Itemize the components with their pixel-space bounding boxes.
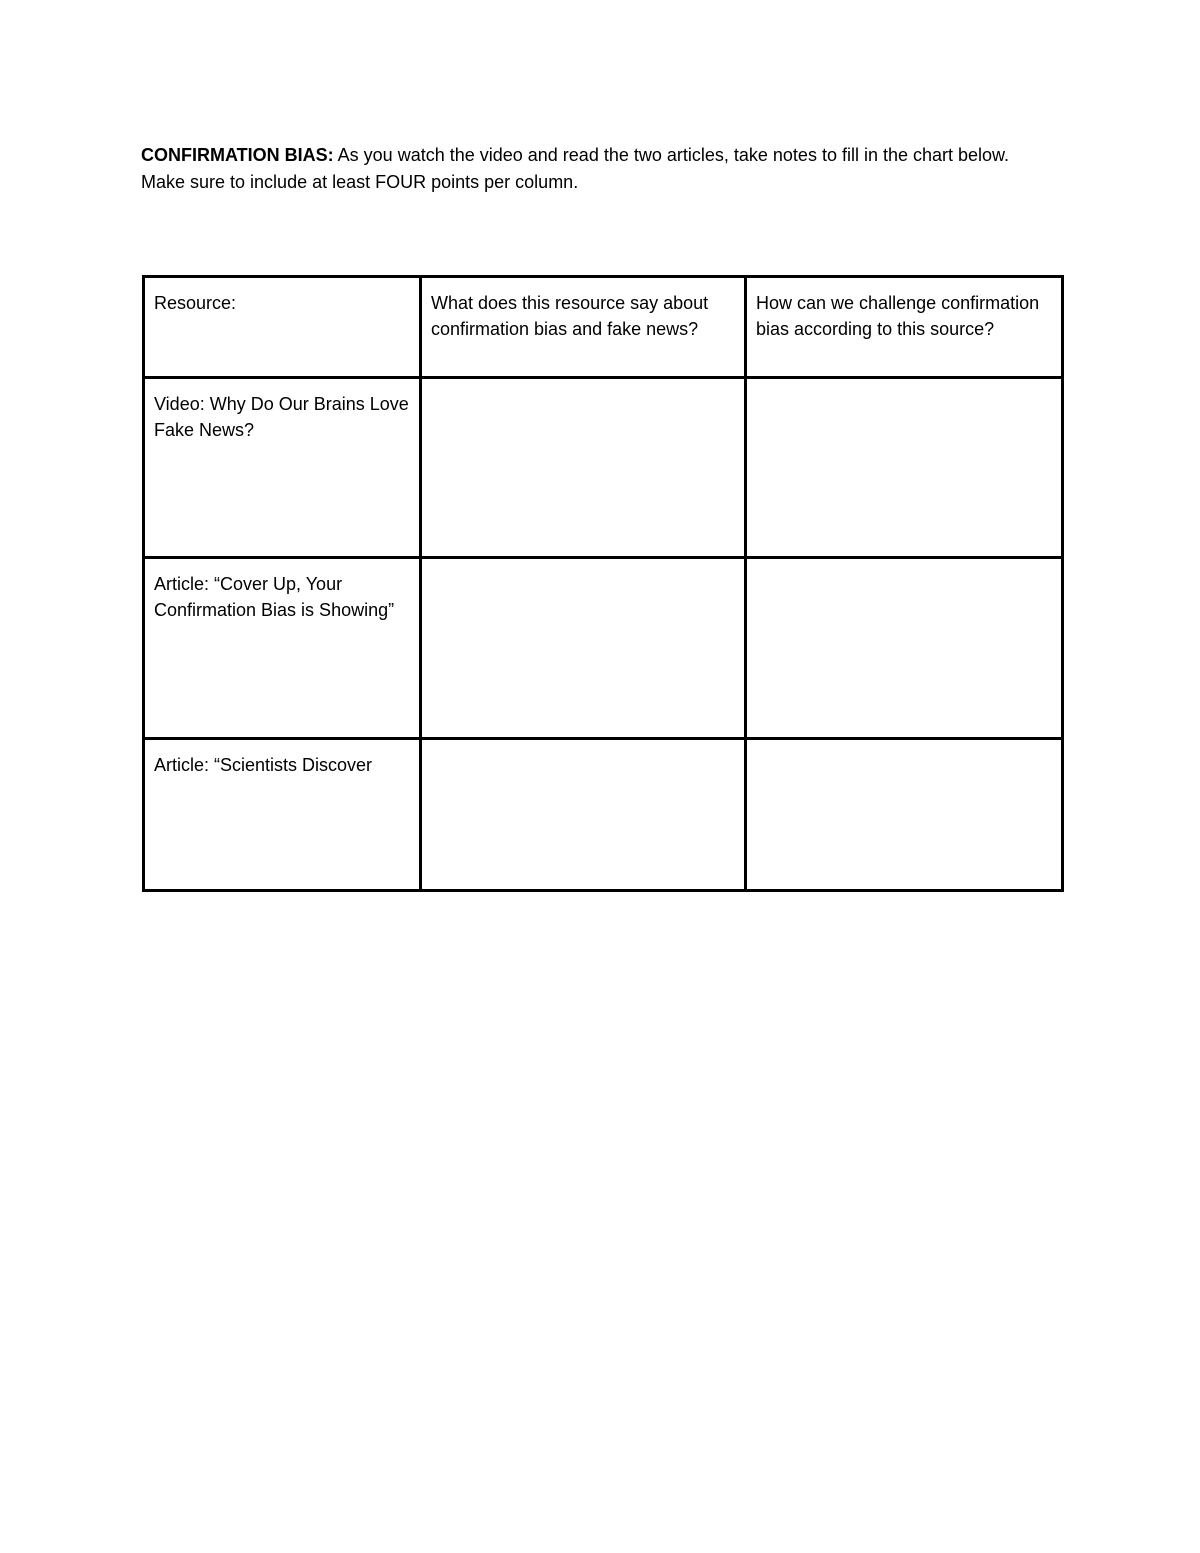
notes-cell-challenge-article-scientists[interactable] xyxy=(746,739,1063,891)
header-what-resource-says: What does this resource say about confirmation bias and fake news? xyxy=(421,277,746,378)
resource-cell-article-cover-up: Article: “Cover Up, Your Confirmation Bias is Showing” xyxy=(144,558,421,739)
resource-cell-video: Video: Why Do Our Brains Love Fake News? xyxy=(144,378,421,558)
notes-chart-table xyxy=(142,275,1064,892)
instructions-lead: CONFIRMATION BIAS: xyxy=(141,145,334,165)
notes-cell-challenge-article-cover-up[interactable] xyxy=(746,558,1063,739)
table-row xyxy=(144,739,1063,891)
notes-cell-says-video[interactable] xyxy=(421,378,746,558)
table-header-row xyxy=(144,277,1063,378)
notes-cell-says-article-scientists[interactable] xyxy=(421,739,746,891)
header-how-to-challenge: How can we challenge confirmation bias according to this source? xyxy=(746,277,1063,378)
table-row xyxy=(144,378,1063,558)
table-row xyxy=(144,558,1063,739)
notes-cell-challenge-video[interactable] xyxy=(746,378,1063,558)
resource-cell-article-scientists: Article: “Scientists Discover xyxy=(144,739,421,891)
instructions-text: As you watch the video and read the two articles, take notes to fill in the chart below. Make sure to include at least FOUR points per column. xyxy=(141,145,1010,192)
header-resource: Resource: xyxy=(144,277,421,378)
notes-cell-says-article-cover-up[interactable] xyxy=(421,558,746,739)
instructions-paragraph xyxy=(141,142,1051,196)
